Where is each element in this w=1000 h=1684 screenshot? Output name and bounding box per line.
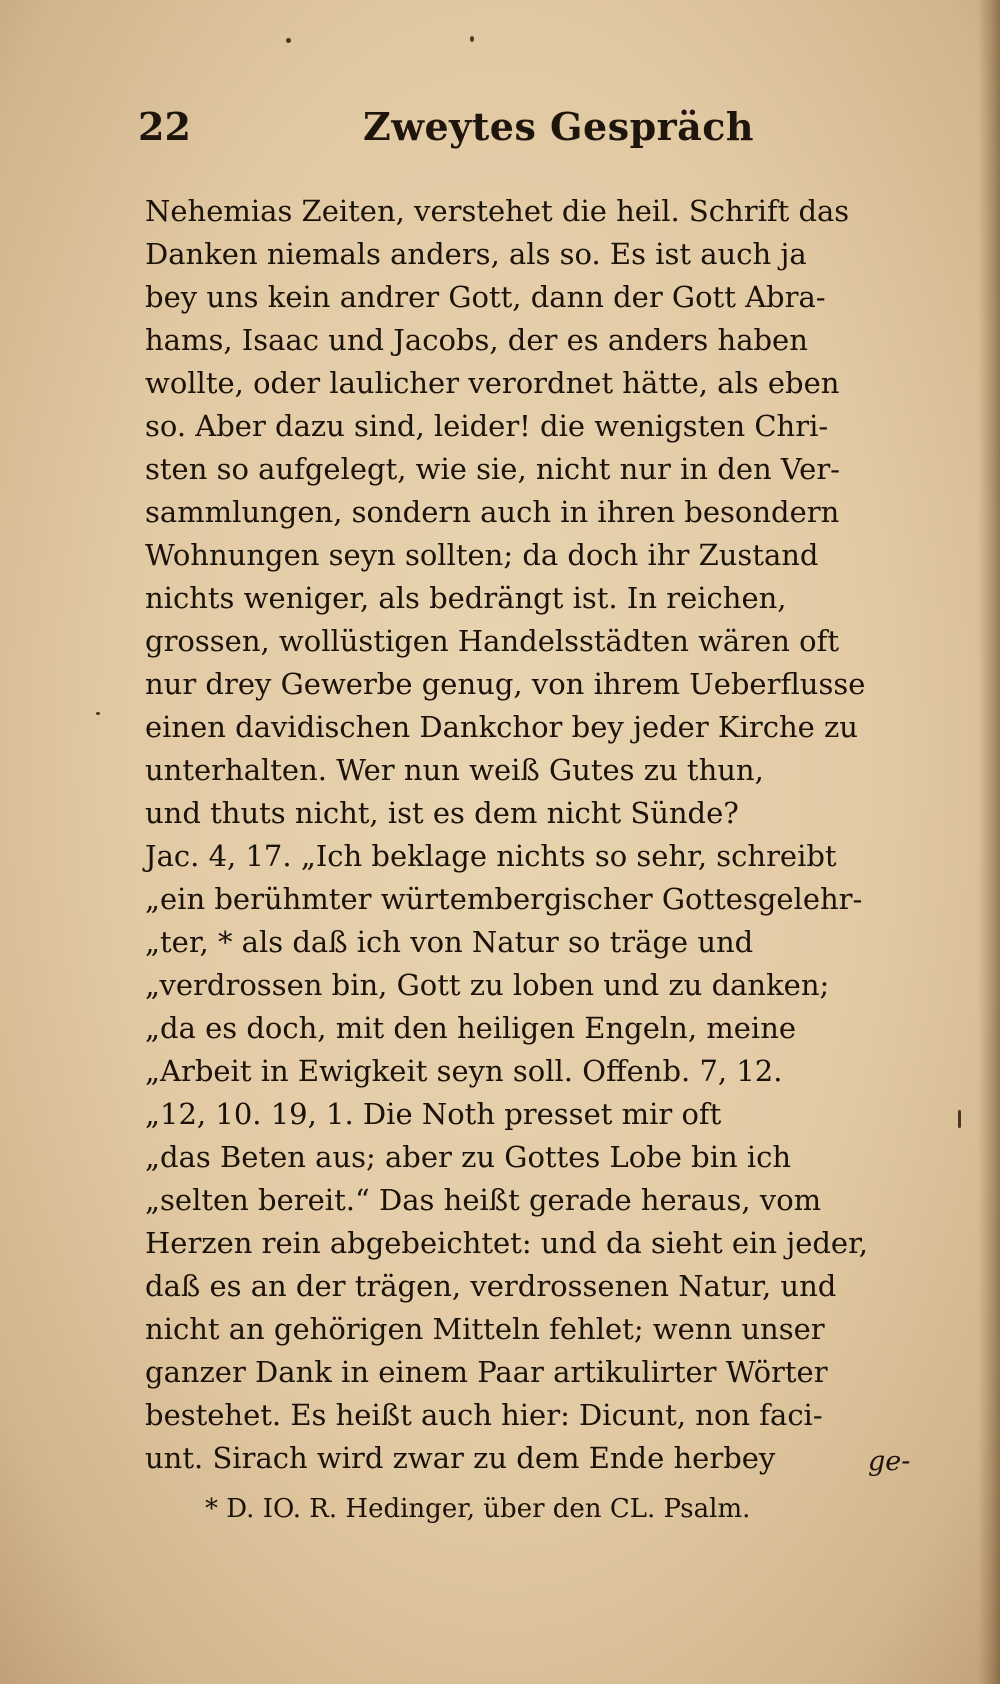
- ink-speck: [286, 38, 291, 43]
- text-line: Danken niemals anders, als so. Es ist auch ja: [145, 237, 807, 271]
- text-line: „verdrossen bin, Gott zu loben und zu danken;: [145, 968, 830, 1002]
- text-line: „Arbeit in Ewigkeit seyn soll. Offenb. 7, 12.: [145, 1054, 783, 1088]
- page-header: [138, 104, 838, 164]
- text-line: Wohnungen seyn sollten; da doch ihr Zustand: [145, 538, 819, 572]
- text-line: nicht an gehörigen Mitteln fehlet; wenn unser: [145, 1312, 825, 1346]
- text-line: „das Beten aus; aber zu Gottes Lobe bin ich: [145, 1140, 792, 1174]
- ink-speck: [96, 712, 100, 715]
- text-line: hams, Isaac und Jacobs, der es anders haben: [145, 323, 808, 357]
- text-line: grossen, wollüstigen Handelsstädten wären oft: [145, 624, 839, 658]
- text-line: sten so aufgelegt, wie sie, nicht nur in den Ver-: [145, 452, 840, 486]
- text-line: „ter, * als daß ich von Natur so träge und: [145, 925, 754, 959]
- text-line: nichts weniger, als bedrängt ist. In reichen,: [145, 581, 787, 615]
- body-text: [145, 190, 915, 1480]
- text-line: und thuts nicht, ist es dem nicht Sünde?: [145, 796, 739, 830]
- catchword: ge-: [868, 1446, 911, 1477]
- text-line: ganzer Dank in einem Paar artikulirter Wörter: [145, 1355, 828, 1389]
- text-line: Nehemias Zeiten, verstehet die heil. Schrift das: [145, 194, 850, 228]
- text-line: nur drey Gewerbe genug, von ihrem Ueberflusse: [145, 667, 866, 701]
- text-line: unterhalten. Wer nun weiß Gutes zu thun,: [145, 753, 764, 787]
- page-edge-shadow: [978, 0, 1000, 1684]
- text-line: „da es doch, mit den heiligen Engeln, meine: [145, 1011, 797, 1045]
- text-line: bestehet. Es heißt auch hier: Dicunt, non faci-: [145, 1398, 823, 1432]
- text-line: wollte, oder laulicher verordnet hätte, als eben: [145, 366, 840, 400]
- text-line: bey uns kein andrer Gott, dann der Gott Abra-: [145, 280, 826, 314]
- text-line: einen davidischen Dankchor bey jeder Kirche zu: [145, 710, 858, 744]
- text-line: Herzen rein abgebeichtet: und da sieht ein jeder,: [145, 1226, 868, 1260]
- text-line: „12, 10. 19, 1. Die Noth presset mir oft: [145, 1097, 722, 1131]
- text-line: sammlungen, sondern auch in ihren besondern: [145, 495, 840, 529]
- ink-speck: [958, 1110, 961, 1128]
- text-line: unt. Sirach wird zwar zu dem Ende herbey: [145, 1441, 776, 1475]
- text-line: „selten bereit.“ Das heißt gerade heraus, vom: [145, 1183, 822, 1217]
- text-line: Jac. 4, 17. „Ich beklage nichts so sehr, schreibt: [145, 839, 837, 873]
- page-number: 22: [138, 104, 191, 149]
- text-line: „ein berühmter würtembergischer Gottesgelehr-: [145, 882, 863, 916]
- text-line: so. Aber dazu sind, leider! die wenigsten Chri-: [145, 409, 829, 443]
- running-head: Zweytes Gespräch: [363, 104, 755, 149]
- text-line: daß es an der trägen, verdrossenen Natur, und: [145, 1269, 837, 1303]
- ink-speck: [470, 36, 474, 42]
- footnote: * D. IO. R. Hedinger, über den CL. Psalm.: [205, 1494, 751, 1524]
